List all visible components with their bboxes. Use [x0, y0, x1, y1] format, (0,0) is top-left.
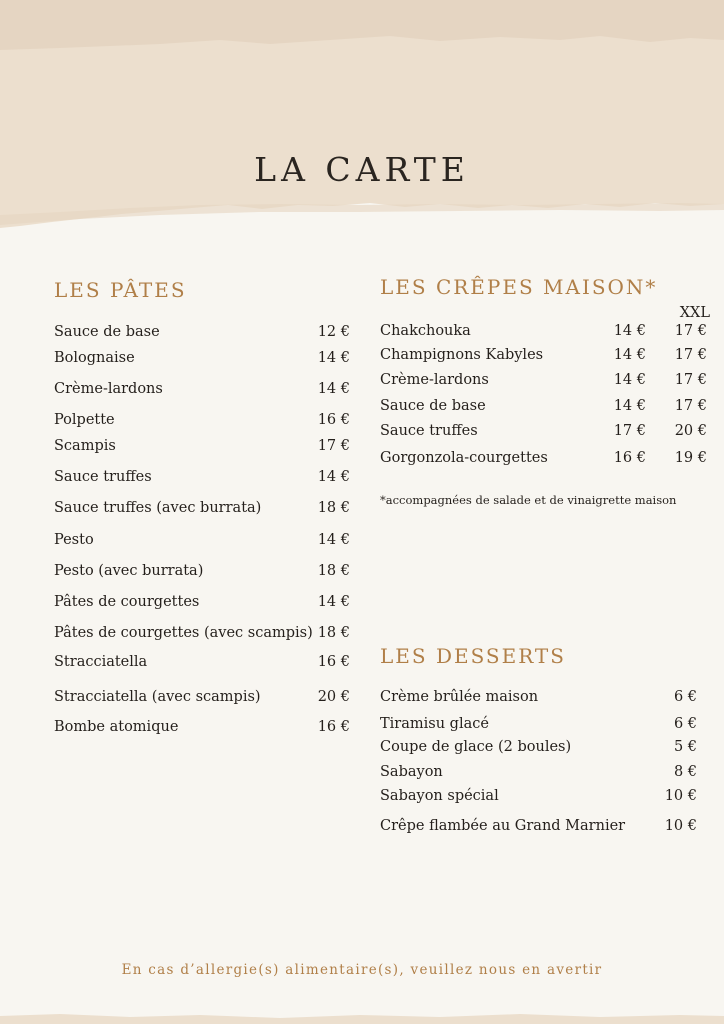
pates-item-price: 14 €: [317, 594, 350, 610]
pates-item-name: Sauce truffes: [54, 469, 152, 485]
crepes-item-name: Sauce de base: [380, 398, 486, 414]
crepes-item-price: 14 €: [613, 347, 646, 363]
desserts-item-price: 10 €: [664, 788, 697, 804]
crepes-item-price-xxl: 20 €: [674, 423, 707, 439]
crepes-item-name: Champignons Kabyles: [380, 347, 544, 363]
pates-item-price: 17 €: [317, 438, 350, 454]
allergy-notice: En cas d’allergie(s) alimentaire(s), veuillez nous en avertir: [121, 962, 603, 978]
desserts-item-price: 6 €: [673, 689, 697, 705]
pates-item-name: Bombe atomique: [54, 719, 179, 735]
pates-item-name: Sauce truffes (avec burrata): [54, 500, 262, 516]
crepes-item-name: Crème-lardons: [380, 372, 489, 388]
crepes-item-price-xxl: 17 €: [674, 372, 707, 388]
desserts-item-price: 10 €: [664, 818, 697, 834]
pates-item-price: 18 €: [317, 625, 350, 641]
pates-item-price: 14 €: [317, 532, 350, 548]
desserts-item-name: Sabayon: [380, 764, 443, 780]
pates-item-price: 16 €: [317, 654, 350, 670]
pates-item-price: 20 €: [317, 689, 350, 705]
crepes-item-price-xxl: 19 €: [674, 450, 707, 466]
crepes-item-price: 16 €: [613, 450, 646, 466]
pates-item-name: Stracciatella (avec scampis): [54, 689, 261, 705]
pates-item-price: 16 €: [317, 412, 350, 428]
pates-item-price: 16 €: [317, 719, 350, 735]
torn-paper-header: [0, 0, 724, 240]
pates-item-price: 18 €: [317, 563, 350, 579]
crepes-item-price: 17 €: [613, 423, 646, 439]
crepes-item-price: 14 €: [613, 398, 646, 414]
pates-item-name: Scampis: [54, 438, 116, 454]
pates-item-price: 14 €: [317, 381, 350, 397]
desserts-item-name: Sabayon spécial: [380, 788, 499, 804]
crepes-item-price: 14 €: [613, 372, 646, 388]
pates-item-name: Pâtes de courgettes (avec scampis): [54, 625, 313, 641]
xxl-column-label: XXL: [679, 305, 710, 321]
pates-item-name: Sauce de base: [54, 324, 160, 340]
desserts-item-name: Coupe de glace (2 boules): [380, 739, 572, 755]
pates-item-name: Bolognaise: [54, 350, 135, 366]
crepes-item-name: Chakchouka: [380, 323, 471, 339]
pates-item-price: 18 €: [317, 500, 350, 516]
crepes-footnote: *accompagnées de salade et de vinaigrette maison: [380, 493, 677, 507]
pates-item-name: Pesto: [54, 532, 94, 548]
menu-title: LA CARTE: [254, 150, 470, 190]
crepes-item-name: Sauce truffes: [380, 423, 478, 439]
pates-item-name: Stracciatella: [54, 654, 148, 670]
desserts-item-price: 6 €: [673, 716, 697, 732]
pates-heading: LES PÂTES: [54, 278, 187, 302]
pates-item-name: Crème-lardons: [54, 381, 163, 397]
desserts-item-price: 5 €: [673, 739, 697, 755]
desserts-item-name: Tiramisu glacé: [380, 716, 489, 732]
crepes-item-price: 14 €: [613, 323, 646, 339]
pates-item-name: Pesto (avec burrata): [54, 563, 204, 579]
pates-item-name: Polpette: [54, 412, 115, 428]
desserts-item-price: 8 €: [673, 764, 697, 780]
desserts-heading: LES DESSERTS: [380, 644, 566, 668]
torn-paper-footer: [0, 1010, 724, 1024]
crepes-item-name: Gorgonzola-courgettes: [380, 450, 548, 466]
crepes-heading: LES CRÊPES MAISON*: [380, 275, 658, 299]
desserts-item-name: Crêpe flambée au Grand Marnier: [380, 818, 626, 834]
pates-item-price: 14 €: [317, 469, 350, 485]
crepes-item-price-xxl: 17 €: [674, 347, 707, 363]
desserts-item-name: Crème brûlée maison: [380, 689, 539, 705]
crepes-item-price-xxl: 17 €: [674, 398, 707, 414]
pates-item-name: Pâtes de courgettes: [54, 594, 200, 610]
crepes-item-price-xxl: 17 €: [674, 323, 707, 339]
pates-item-price: 14 €: [317, 350, 350, 366]
pates-item-price: 12 €: [317, 324, 350, 340]
